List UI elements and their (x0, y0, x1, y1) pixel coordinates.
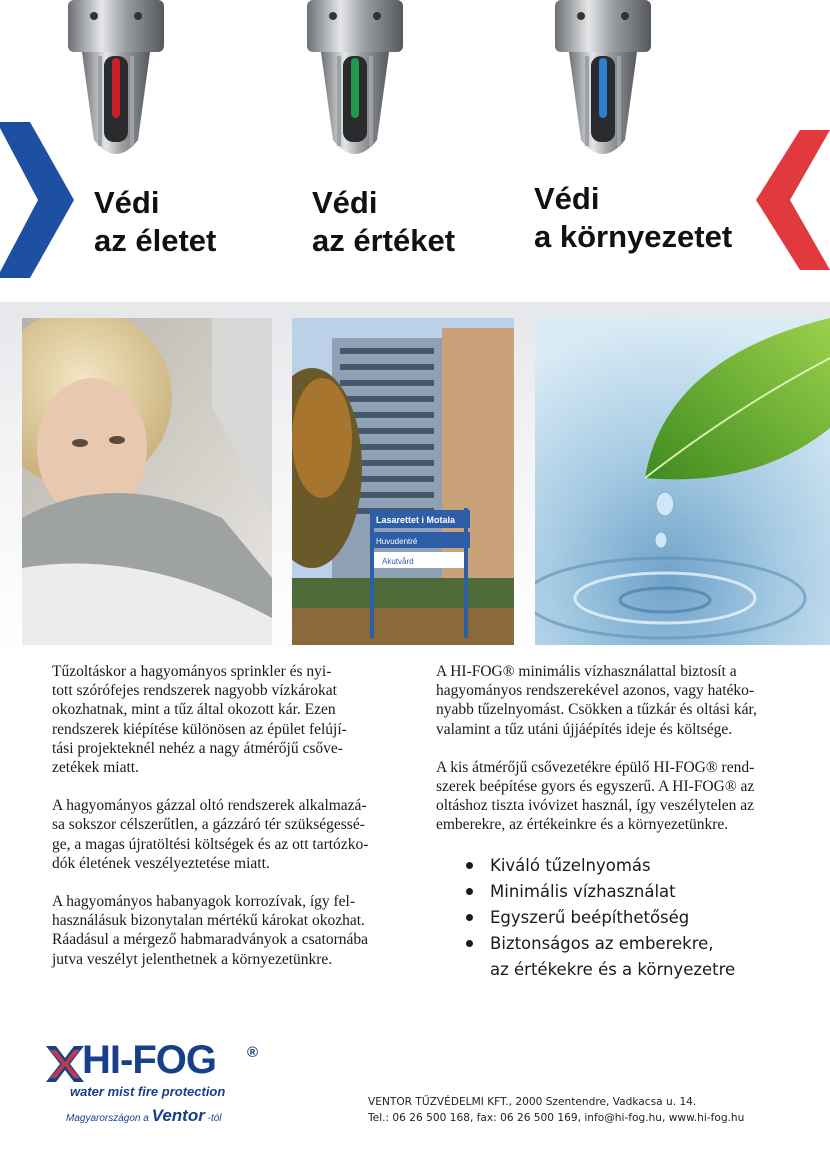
bullet-icon (466, 862, 473, 869)
woman-resting-photo (22, 318, 272, 645)
headline-environment-line2: a környezetet (534, 219, 733, 254)
sign-line-3: Akutvård (382, 557, 414, 566)
bullet-icon (466, 940, 473, 947)
logo-tagline: water mist fire protection (70, 1084, 226, 1099)
list-item: Egyszerű beépíthetőség (462, 905, 792, 931)
logo-distributor-line (66, 1106, 222, 1126)
hifog-x-logo-icon (46, 1046, 84, 1082)
left-text-column (52, 662, 402, 988)
headline-life (94, 184, 216, 260)
distributor-prefix: Magyarországon a (66, 1113, 149, 1124)
bullet-icon (466, 914, 473, 921)
paragraph-foam: A hagyományos habanyagok korrozívak, így fel- használásuk bizonytalan mértékű károkat okozhat. Ráadásul a mérgező habmaradványok a csatornába jutva veszélyt jelenthetnek a környezetünkre. (52, 893, 369, 968)
blue-chevron-decoration (0, 122, 74, 278)
headline-value (312, 184, 455, 260)
benefits-list (462, 853, 792, 983)
sprinkler-nozzle-green-image (307, 0, 403, 170)
sign-line-1: Lasarettet i Motala (376, 515, 456, 525)
headline-value-line2: az értéket (312, 223, 456, 258)
paragraph-gas: A hagyományos gázzal oltó rendszerek alkalmazá- sa sokszor célszerűtlen, a gázzáró tér szükségessé- ge, a magas újratöltési költségek és az ott tartózko- dók életének veszélyeztetése miatt. (52, 797, 369, 872)
list-item: Kiváló tűzelnyomás (462, 853, 792, 879)
headline-environment (534, 180, 732, 256)
paragraph-hifog-benefits: A HI-FOG® minimális vízhasználattal biztosít a hagyományos rendszerekével azonos, vagy hatéko- nyabb tűzelnyomást. Csökken a tűzkár és oltási kár, valamint a tűz utáni újjáépítés ideje és költsége. (436, 663, 757, 738)
hifog-logo-wordmark: HI-FOG (82, 1038, 216, 1082)
right-text-column (436, 662, 786, 854)
headline-value-line1: Védi (312, 185, 378, 220)
list-item: Minimális vízhasználat (462, 879, 792, 905)
headline-life-line2: az életet (94, 223, 217, 258)
red-chevron-decoration (756, 130, 830, 270)
ventor-brand: Ventor (151, 1106, 205, 1125)
sprinkler-nozzle-red-image (68, 0, 164, 170)
registered-mark: ® (247, 1044, 259, 1061)
company-address: VENTOR TŰZVÉDELMI KFT., 2000 Szentendre, Vadkacsa u. 14. (368, 1096, 697, 1108)
paragraph-sprinkler: Tűzoltáskor a hagyományos sprinkler és nyi- tott szórófejes rendszerek nagyobb vízkárokat okozhatnak, mint a tűz által okozott kár. Ezen rendszerek kiépítése különösen az épület felújí- tási projekteknél nehéz a nagy átmérőjű csőve- zetékek miatt. (52, 663, 347, 777)
company-contacts: Tel.: 06 26 500 168, fax: 06 26 500 169, info@hi-fog.hu, www.hi-fog.hu (368, 1112, 745, 1124)
leaf-water-drop-photo (535, 318, 830, 645)
sign-line-2: Huvudentré (376, 537, 418, 546)
contact-footer (368, 1094, 744, 1126)
list-item: Biztonságos az emberekre, az értékekre és a környezetre (462, 931, 792, 983)
bullet-icon (466, 888, 473, 895)
headline-life-line1: Védi (94, 185, 160, 220)
hospital-building-photo (292, 318, 514, 645)
sprinkler-nozzle-blue-image (555, 0, 651, 170)
paragraph-hifog-installation: A kis átmérőjű csővezetékre épülő HI-FOG® rend- szerek beépítése gyors és egyszerű. A HI-FOG® az oltáshoz tiszta ivóvizet használ, így veszélytelen az emberekre, az értékeinkre és a környezetünkre. (436, 758, 755, 834)
headline-environment-line1: Védi (534, 181, 600, 216)
distributor-suffix: -tól (207, 1113, 222, 1124)
